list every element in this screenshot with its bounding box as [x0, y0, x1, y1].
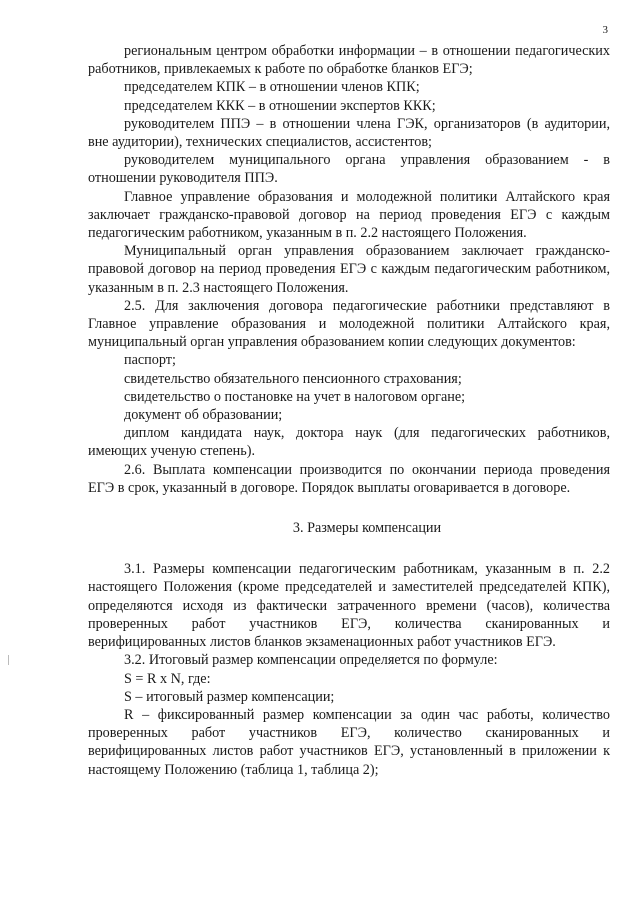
document-body: [88, 42, 610, 779]
paragraph: 3.1. Размеры компенсации педагогическим работникам, указанным в п. 2.2 настоящего Положения (кроме председателей и заместителей председателей КПК), определяются исходя из фактически затраченного времени (часов), количества проверенных работ участников ЕГЭ, количества сканированных и верифицированных листов бланков экзаменационных работ участников ЕГЭ.: [88, 561, 610, 651]
paragraph: руководителем муниципального органа управления образованием - в отношении руководителя ППЭ.: [88, 152, 610, 187]
paragraph: диплом кандидата наук, доктора наук (для педагогических работников, имеющих ученую степень).: [88, 425, 610, 460]
section-2-continuation: [88, 42, 610, 497]
paragraph: Муниципальный орган управления образованием заключает гражданско-правовой договор на период проведения ЕГЭ с каждым педагогическим работником, указанным в п. 2.3 настоящего Положения.: [88, 243, 610, 296]
paragraph: паспорт;: [124, 352, 176, 369]
page-number: 3: [602, 24, 608, 36]
paragraph: региональным центром обработки информации – в отношении педагогических работников, привлекаемых к работе по обработке бланков ЕГЭ;: [88, 43, 610, 78]
margin-mark: [8, 655, 9, 665]
paragraph: свидетельство обязательного пенсионного страхования;: [124, 370, 462, 387]
paragraph: R – фиксированный размер компенсации за один час работы, количество проверенных работ участников ЕГЭ, количество сканированных и верифицированных листов работ участников ЕГЭ, установленный в приложении к настоящему Положению (таблица 1, таблица 2);: [88, 706, 610, 778]
paragraph: S – итоговый размер компенсации;: [124, 688, 335, 705]
section-3-body: [88, 560, 610, 778]
section-heading: 3. Размеры компенсации: [292, 520, 442, 537]
paragraph: свидетельство о постановке на учет в налоговом органе;: [124, 388, 466, 405]
paragraph: 2.5. Для заключения договора педагогические работники представляют в Главное управление образования и молодежной политики Алтайского края, муниципальный орган управления образованием копии следующих документов:: [88, 297, 610, 351]
paragraph: председателем КПК – в отношении членов КПК;: [124, 79, 420, 96]
paragraph: документ об образовании;: [124, 407, 283, 424]
paragraph: 2.6. Выплата компенсации производится по окончании периода проведения ЕГЭ в срок, указанный в договоре. Порядок выплаты оговаривается в договоре.: [88, 461, 610, 496]
paragraph: S = R x N, где:: [124, 670, 211, 687]
paragraph: 3.2. Итоговый размер компенсации определяется по формуле:: [124, 652, 498, 669]
paragraph: Главное управление образования и молодежной политики Алтайского края заключает гражданско-правовой договор на период проведения ЕГЭ с каждым педагогическим работником, указанным в п. 2.2 настоящего Положения.: [88, 188, 610, 242]
paragraph: председателем ККК – в отношении экспертов ККК;: [124, 97, 436, 114]
paragraph: руководителем ППЭ – в отношении члена ГЭК, организаторов (в аудитории, вне аудитории), технических специалистов, ассистентов;: [88, 115, 610, 151]
